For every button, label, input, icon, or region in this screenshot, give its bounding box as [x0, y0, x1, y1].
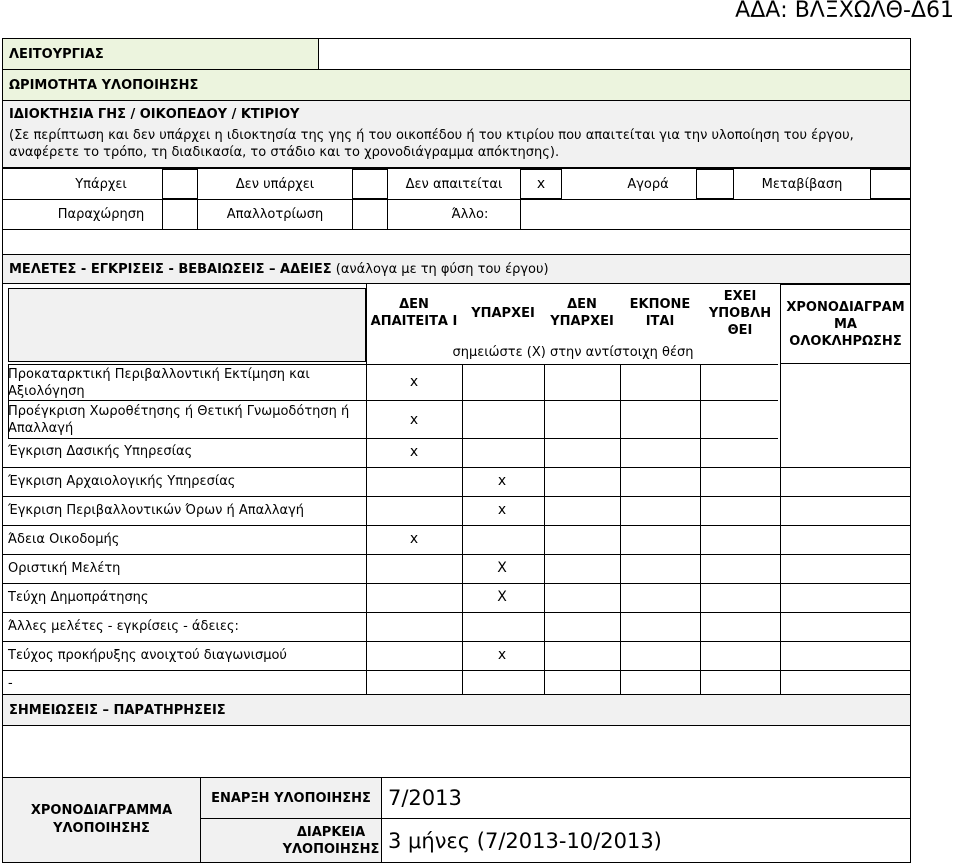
option-allo: Άλλο: — [451, 207, 489, 222]
study-row-4: Έγκριση Περιβαλλοντικών Όρων ή Απαλλαγή — [8, 503, 305, 518]
document-id: ΑΔΑ: ΒΛΞΧΩΛΘ-Δ61 — [735, 0, 954, 23]
option-yparxei: Υπάρχει — [75, 176, 127, 192]
checkbox-den-yparxei[interactable] — [352, 169, 388, 199]
start-label: ΕΝΑΡΞΗ ΥΛΟΠΟΙΗΣΗΣ — [200, 777, 382, 819]
studies-title: ΜΕΛΕΤΕΣ - ΕΓΚΡΙΣΕΙΣ - ΒΕΒΑΙΩΣΕΙΣ – ΑΔΕΙΕΣ — [9, 261, 332, 277]
study-mark-9[interactable]: x — [497, 647, 507, 663]
checkbox-agora[interactable] — [696, 169, 734, 199]
study-row-7: Τεύχη Δημοπράτησης — [8, 590, 149, 605]
duration-label: ΔΙΑΡΚΕΙΑ ΥΛΟΠΟΙΗΣΗΣ — [200, 818, 382, 863]
col-yparxei: ΥΠΑΡΧΕΙ — [471, 305, 535, 321]
idioktisia-note: (Σε περίπτωση και δεν υπάρχει η ιδιοκτησία της γης ή του οικοπέδου ή του κτιρίου που απαιτείται για την υλοποίηση του έργου, αναφέρετε το τρόπο, τη διαδικασία, το στάδιο και το χρονοδιάγραμμα απόκτησης). — [9, 128, 854, 160]
studies-header-blank — [8, 288, 366, 362]
idioktisia-title: ΙΔΙΟΚΤΗΣΙΑ ΓΗΣ / ΟΙΚΟΠΕΔΟΥ / ΚΤΙΡΙΟΥ — [9, 107, 300, 122]
option-metavivasi: Μεταβίβαση — [761, 176, 843, 192]
study-mark-0[interactable]: x — [409, 374, 419, 390]
checkbox-paraxorisi[interactable] — [162, 199, 198, 230]
blank-row — [2, 229, 911, 255]
col-den-yparxei: ΔΕΝ ΥΠΑΡΧΕΙ — [550, 297, 614, 329]
start-value[interactable]: 7/2013 — [381, 777, 911, 819]
study-row-2: Έγκριση Δασικής Υπηρεσίας — [8, 444, 193, 459]
study-mark-2[interactable]: x — [409, 444, 419, 460]
allo-field[interactable] — [520, 199, 911, 230]
leitourgias-value[interactable] — [318, 38, 911, 70]
study-mark-3[interactable]: x — [497, 473, 507, 489]
checkbox-apallotriosi[interactable] — [352, 199, 388, 230]
mark-note: σημειώστε (Χ) στην αντίστοιχη θέση — [452, 344, 694, 360]
study-row-8: Άλλες μελέτες - εγκρίσεις - άδειες: — [8, 619, 239, 634]
study-row-1: Προέγκριση Χωροθέτησης ή Θετική Γνωμοδότηση ή Απαλλαγή — [8, 404, 350, 436]
study-mark-6[interactable]: Χ — [497, 560, 507, 576]
col-exei-ypovlithei: ΕΧΕΙ ΥΠΟΒΛΗ ΘΕΙ — [708, 288, 772, 338]
col-xronodiagramma: ΧΡΟΝΟΔΙΑΓΡΑΜ ΜΑ ΟΛΟΚΛΗΡΩΣΗΣ — [780, 284, 911, 364]
schedule-label: ΧΡΟΝΟΔΙΑΓΡΑΜΜΑ ΥΛΟΠΟΙΗΣΗΣ — [2, 777, 201, 863]
study-mark-1[interactable]: x — [409, 412, 419, 428]
notes-title: ΣΗΜΕΙΩΣΕΙΣ – ΠΑΡΑΤΗΡΗΣΕΙΣ — [2, 694, 911, 726]
col-den-apaiteitai: ΔΕΝ ΑΠΑΙΤΕΙΤΑ Ι — [370, 297, 458, 329]
studies-title-row — [2, 254, 911, 284]
study-row-3: Έγκριση Αρχαιολογικής Υπηρεσίας — [8, 474, 236, 489]
study-row-5: Άδεια Οικοδομής — [8, 532, 120, 547]
option-den-yparxei: Δεν υπάρχει — [235, 176, 315, 192]
option-den-apaiteitai: Δεν απαιτείται — [405, 176, 503, 192]
study-mark-5[interactable]: x — [409, 531, 419, 547]
option-paraxorisi: Παραχώρηση — [57, 207, 145, 222]
duration-value[interactable]: 3 μήνες (7/2013-10/2013) — [381, 818, 911, 863]
checkbox-yparxei[interactable] — [162, 169, 198, 199]
study-row-0: Προκαταρκτική Περιβαλλοντική Εκτίμηση και Αξιολόγηση — [8, 367, 310, 399]
study-row-6: Οριστική Μελέτη — [8, 561, 121, 576]
leitourgias-label: ΛΕΙΤΟΥΡΓΙΑΣ — [2, 38, 319, 70]
idioktisia-section — [2, 100, 911, 168]
study-row-10: - — [8, 676, 13, 691]
option-agora: Αγορά — [627, 176, 669, 192]
col-ekponeitai: ΕΚΠΟΝΕ ΙΤΑΙ — [629, 297, 691, 329]
checkbox-den-apaiteitai[interactable]: x — [520, 169, 562, 199]
study-row-9: Τεύχος προκήρυξης ανοιχτού διαγωνισμού — [8, 648, 287, 663]
study-mark-4[interactable]: x — [497, 502, 507, 518]
checkbox-metavivasi[interactable] — [870, 169, 911, 199]
notes-body[interactable] — [2, 725, 911, 778]
study-mark-7[interactable]: Χ — [497, 589, 507, 605]
option-apallotriosi: Απαλλοτρίωση — [226, 207, 324, 222]
orimotita-title: ΩΡΙΜΟΤΗΤΑ ΥΛΟΠΟΙΗΣΗΣ — [2, 69, 911, 101]
studies-title-note: (ανάλογα με τη φύση του έργου) — [335, 261, 549, 277]
